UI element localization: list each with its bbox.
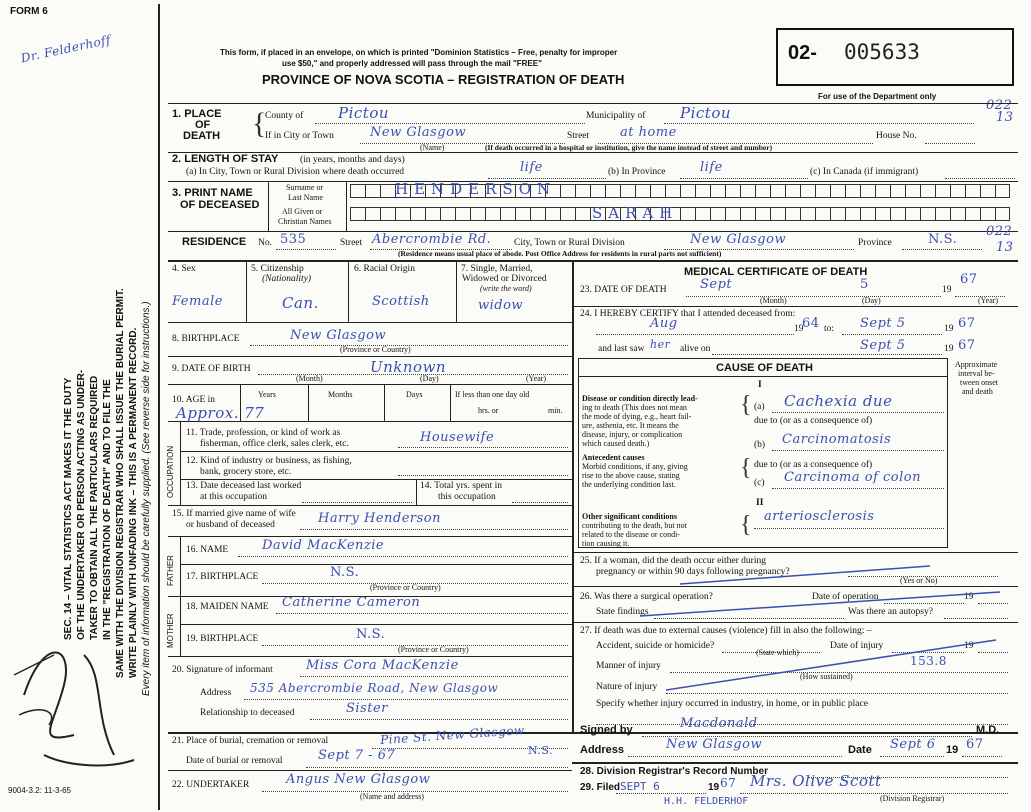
how-sustained-caption: (How sustained) xyxy=(800,672,853,681)
lastsaw-who: her xyxy=(650,338,671,351)
house-label: House No. xyxy=(876,131,917,141)
cause-a-value: Cachexia due xyxy=(784,392,893,410)
residence-no-value: 535 xyxy=(280,232,307,247)
place-label-1: 1. PLACE xyxy=(172,108,222,120)
record-number-label: 28. Division Registrar's Record Number xyxy=(580,766,768,777)
undertaker-label: 22. UNDERTAKER xyxy=(172,780,250,790)
antecedent-label-1: Antecedent causes xyxy=(582,453,645,462)
certify-to-label: to: xyxy=(824,324,835,334)
dept-use-label: For use of the Department only xyxy=(818,92,937,101)
name-label-2: OF DECEASED xyxy=(180,199,260,211)
surgery-strike xyxy=(640,588,1010,622)
citizenship-label: 5. Citizenship xyxy=(251,264,304,274)
dod-year: 67 xyxy=(960,272,978,287)
burial-date-value: Sept 7 - 67 xyxy=(318,748,396,763)
father-birthplace-value: N.S. xyxy=(330,565,360,580)
filed-year: 67 xyxy=(720,776,737,790)
certify-to-year: 67 xyxy=(958,316,976,331)
disease-label-4: ure, asthenia, etc. It means the xyxy=(582,421,679,430)
state-which-caption: (State which) xyxy=(756,648,799,657)
lastsaw-label-2: alive on xyxy=(680,344,711,354)
lastworked-label-1: 13. Date deceased last worked xyxy=(186,481,302,491)
medical-title: MEDICAL CERTIFICATE OF DEATH xyxy=(684,266,868,278)
trade-value: Housewife xyxy=(420,430,495,445)
informant-rel-value: Sister xyxy=(346,701,388,716)
stay-a-label: (a) In City, Town or Rural Division where death occurred xyxy=(186,167,405,177)
nature-label: Nature of injury xyxy=(596,682,658,692)
external-label: 27. If death was due to external causes (violence) fill in also the following: – xyxy=(580,626,872,636)
cause-title: CAUSE OF DEATH xyxy=(716,362,813,374)
registration-number-box xyxy=(776,28,1014,86)
accident-label: Accident, suicide or homicide? xyxy=(596,641,715,651)
cause-section-i: I xyxy=(758,380,762,390)
interval-label-2: interval be- xyxy=(958,369,995,378)
cause-b-label: (b) xyxy=(754,440,766,450)
spouse-value: Harry Henderson xyxy=(318,511,441,526)
cause-section-ii: II xyxy=(756,498,764,508)
disease-label-1: Disease or condition directly lead- xyxy=(582,394,698,403)
cause-b-value: Carcinomatosis xyxy=(782,432,892,447)
municipality-value: Pictou xyxy=(680,104,732,122)
registration-number: 005633 xyxy=(844,40,920,64)
given-name-boxes xyxy=(350,207,1010,221)
sig-date-label: Date xyxy=(848,744,872,756)
industry-label-1: 12. Kind of industry or business, as fishing, xyxy=(186,456,352,466)
street-value: at home xyxy=(620,125,677,140)
certify-from-prefix: 19 xyxy=(794,324,804,334)
name-label-1: 3. PRINT NAME xyxy=(172,187,253,199)
age-years-label: Years xyxy=(258,390,276,399)
birthplace-label: 8. BIRTHPLACE xyxy=(172,334,240,344)
external-strike xyxy=(666,636,1006,694)
lastsaw-year: 67 xyxy=(958,338,976,353)
age-days-label: Days xyxy=(406,390,423,399)
autopsy-label: Was there an autopsy? xyxy=(848,607,933,617)
burial-place-label: 21. Place of burial, cremation or removal xyxy=(172,736,329,746)
dob-day-caption: (Day) xyxy=(420,374,439,383)
other-label-3: related to the disease or condi- xyxy=(582,530,680,539)
pregnancy-caption: (Yes or No) xyxy=(900,576,938,585)
registrar-signature: Mrs. Olive Scott xyxy=(750,772,882,790)
spouse-label-1: 15. If married give name of wife xyxy=(172,509,296,519)
signed-label: Signed by xyxy=(580,724,633,736)
dod-day: 5 xyxy=(860,277,869,292)
dod-month-caption: (Month) xyxy=(760,296,787,305)
informant-sig-label: 20. Signature of informant xyxy=(172,665,273,675)
burial-date-label: Date of burial or removal xyxy=(186,756,283,766)
father-birthplace-caption: (Province or Country) xyxy=(370,583,441,592)
city-label: If in City or Town xyxy=(265,131,334,141)
undertaker-caption: (Name and address) xyxy=(360,792,424,801)
surname-label-2: Last Name xyxy=(288,193,323,202)
dod-year-caption: (Year) xyxy=(978,296,999,305)
age-min-label: min. xyxy=(548,406,563,415)
sig-date-value: Sept 6 xyxy=(890,737,936,752)
registration-prefix: 02- xyxy=(788,42,817,64)
residence-city-label: City, Town or Rural Division xyxy=(514,238,625,248)
antecedent-label-4: the underlying condition last. xyxy=(582,480,676,489)
age-label: 10. AGE in xyxy=(172,395,216,405)
disease-label-5: disease, injury, or complication xyxy=(582,430,683,439)
residence-province-value: N.S. xyxy=(928,232,958,247)
other-label-4: tion causing it. xyxy=(582,539,630,548)
interval-label-3: tween onset xyxy=(960,378,998,387)
death-registration-form: FORM 6 Dr. Felderhoff SEC. 14 – VITAL STATISTICS ACT MAKES IT THE DUTY OF THE UNDERTAKER OR PERSON ACTING AS UNDER- TAKER TO OBTAIN ALL THE PARTICULARS REQUIRED IN THE "REGISTRATION OF DEATH" AND TO FILE THE SAME WITH THE DIVISION REGISTRAR WHO SHALL ISSUE THE BURIAL PERMIT. WRITE PLAINLY WITH UNFADING INK – THIS IS A PERMANENT RECORD. Every item of information should be carefully supplied. (See reverse side for instructions.) 9004-3.2: 11-3-65 This form, if placed in an envelope, on which is printed "Dominion Statistics – Free, penalty for improper use $50," and properly addressed will pass through the mail "FREE" PROVINCE OF NOVA SCOTIA – REGISTRATION OF DEATH 02- 005633 For use of the Department only 022 13 1. PLACE OF DEATH { County of Pictou Municipality of Pictou If in City or Town New Glasgow (Name) Street at home House No. (If death occurred in a hospital or institution, give the name instead of street and number) 2. LENGTH OF STAY (in years, months and days) (a) In City, Town or Rural Division where death occurred life (b) In Province life (c) In Canada (if immigrant) 3. PRINT NAME OF DECEASED Surname or Last Name All Given or Christian Names HENDERSON SARAH RESIDENCE No. 535 Street Abercrombie Rd. City, Town or Rural Division New Glasgow Province N.S. 022 13 (Residence means usual place of abode. Post Office Address for residents in rural parts not sufficient) 4. Sex Female 5. Citizenship (Nationality) Can. 6. Racial Origin Scottish 7. Single, Married, Widowed or Divorced (write the word) widow 8. BIRTHPLACE New Glasgow (Province or Country) 9. DATE OF BIRTH Unknown (Month) (Day) (Year) 10. AGE in Years Months Days Approx. 77 If less than one day old hrs. or min. OCCUPATION 11. Trade, profession, or kind of work as fisherman, office clerk, sales clerk, etc. Housewife 12. Kind of industry or business, as fishing, bank, grocery store, etc. 13. Date deceased last worked at this occupation 14. Total yrs. spent in this occupation 15. If married give name of wife or husband of deceased Harry Henderson FATHER 16. NAME David MacKenzie 17. BIRTHPLACE N.S. (Province or Country) MOTHER 18. MAIDEN NAME Catherine Cameron 19. BIRTHPLACE N.S. (Province or Country) 20. Signature of informant Miss Cora MacKenzie Address 535 Abercrombie Road, New Glasgow Relationship to deceased Sister 21. Place of burial, cremation or removal Pine St. New Glasgow N.S. Date of burial or removal Sept 7 - 67 22. UNDERTAKER Angus New Glasgow (Name and address) MEDICAL CERTIFICATE OF DEATH 23. DATE OF DEATH Sept 5 19 67 (Month) (Day) (Year) 24. I HEREBY CERTIFY that I attended deceased from: Aug 19 64 to: Sept 5 19 67 and last saw her alive on Sept 5 19 67 CAUSE OF DEATH Approximate interval be- tween onset and death I Disease or condition directly lead- ing to death (This does not mean the mode of dying, e.g., heart fail- ure, asthenia, etc. It means the disease, injury, or complication which caused death.) { (a) Cachexia due due to (or as a consequence of) (b) Carcinomatosis Antecedent causes Morbid conditions, if any, giving rise to the above cause, stating the underlying condition last. { due to (or as a consequence of) (c) Carcinoma of colon II Other significant conditions contributing to the death, but not related to the disease or condi- tion causing it. { arteriosclerosis 25. If a woman, did the death occur either during pregnancy or within 90 days following pregnancy? (Yes or No) 26. Was there a surgical operation? Date of operation 19 State findings Was there an autopsy? 27. If death was due to external causes (violence) fill in also the following: – Accident, suicide or homicide? (State which) Date of injury 19 Manner of injury 153.8 (How sustained) Nature of injury Specify whether injury occurred in industry, in home, or in public place Signed by Macdonald M.D. Address New Glasgow Date Sept 6 19 67 28. Division Registrar's Record Number 29. Filed SEPT 6 19 67 Mrs. Olive Scott (Division Registrar) H.H. FELDERHOF xyxy=(0,0,1031,812)
lastsaw-value: Sept 5 xyxy=(860,338,906,353)
form-number: FORM 6 xyxy=(10,6,48,17)
manner-code: 153.8 xyxy=(910,654,947,668)
stay-b-label: (b) In Province xyxy=(608,167,666,177)
city-value: New Glasgow xyxy=(370,125,467,140)
dept-code-2: 13 xyxy=(996,110,1014,125)
mother-birthplace-value: N.S. xyxy=(356,627,386,642)
residence-city-value: New Glasgow xyxy=(690,232,787,247)
cause-a-label: (a) xyxy=(754,402,765,412)
residence-code-1: 022 xyxy=(986,224,1013,239)
city-name-caption: (Name) xyxy=(420,143,445,152)
residence-code-2: 13 xyxy=(996,240,1014,255)
manner-label: Manner of injury xyxy=(596,661,661,671)
filed-label: 29. Filed xyxy=(580,782,621,793)
residence-no-label: No. xyxy=(258,238,272,248)
informant-rel-label: Relationship to deceased xyxy=(200,708,295,718)
sig-address-label: Address xyxy=(580,744,625,756)
given-label-2: Christian Names xyxy=(278,217,332,226)
other-label-1: Other significant conditions xyxy=(582,512,677,521)
racial-value: Scottish xyxy=(372,294,430,309)
signed-value: Macdonald xyxy=(680,716,758,731)
injury-date-label: Date of injury xyxy=(830,641,884,651)
antecedent-label-3: rise to the above cause, stating xyxy=(582,471,680,480)
father-name-label: 16. NAME xyxy=(186,545,229,555)
interval-label-4: and death xyxy=(962,387,993,396)
cause-due-to-2: due to (or as a consequence of) xyxy=(754,460,873,470)
dob-month-caption: (Month) xyxy=(296,374,323,383)
mother-side-label: MOTHER xyxy=(166,613,175,648)
side-instruction-6: WRITE PLAINLY WITH UNFADING INK – THIS IS A PERMANENT RECORD. xyxy=(128,327,139,678)
specify-label: Specify whether injury occurred in industry, in home, or in public place xyxy=(596,699,868,709)
certify-from-year: 64 xyxy=(802,316,820,331)
father-birthplace-label: 17. BIRTHPLACE xyxy=(186,572,259,582)
margin-signature-text xyxy=(10,690,20,691)
antecedent-label-2: Morbid conditions, if any, giving xyxy=(582,462,688,471)
age-hrs-label: hrs. or xyxy=(478,406,499,415)
interval-label-1: Approximate xyxy=(955,360,998,369)
residence-label: RESIDENCE xyxy=(182,236,247,248)
certify-to-value: Sept 5 xyxy=(860,316,906,331)
informant-sig-value: Miss Cora MacKenzie xyxy=(306,658,459,673)
sig-year-value: 67 xyxy=(966,737,984,752)
mother-birthplace-label: 19. BIRTHPLACE xyxy=(186,634,259,644)
spouse-label-2: or husband of deceased xyxy=(186,520,275,530)
surgery-date-label: Date of operation xyxy=(812,592,879,602)
birthplace-value: New Glasgow xyxy=(290,328,387,343)
margin-signature-scribble xyxy=(4,615,154,780)
disease-label-2: ing to death (This does not mean xyxy=(582,403,687,412)
father-side-label: FATHER xyxy=(166,555,175,586)
cause-due-to-1: due to (or as a consequence of) xyxy=(754,416,873,426)
stay-c-label: (c) In Canada (if immigrant) xyxy=(810,167,919,177)
county-label: County of xyxy=(265,111,304,121)
margin-note: Dr. Felderhoff xyxy=(19,32,113,66)
dept-code-1: 022 xyxy=(986,98,1013,113)
trade-label-1: 11. Trade, profession, or kind of work as xyxy=(186,428,341,438)
side-instruction-3: TAKER TO OBTAIN ALL THE PARTICULARS REQUIRED xyxy=(89,375,100,640)
citizenship-sub: (Nationality) xyxy=(262,274,312,284)
sig-year-prefix: 19 xyxy=(946,744,959,756)
lastworked-label-2: at this occupation xyxy=(200,492,268,502)
trade-label-2: fisherman, office clerk, sales clerk, etc. xyxy=(200,439,349,449)
mother-maiden-label: 18. MAIDEN NAME xyxy=(186,602,269,612)
totalyrs-label-2: this occupation xyxy=(438,492,496,502)
mother-maiden-value: Catherine Cameron xyxy=(282,595,421,610)
dob-year-caption: (Year) xyxy=(526,374,547,383)
side-instruction-2: OF THE UNDERTAKER OR PERSON ACTING AS UNDER- xyxy=(76,369,87,640)
burial-place-value-2: N.S. xyxy=(528,744,554,757)
envelope-note-2: use $50," and properly addressed will pass through the mail "FREE" xyxy=(282,59,542,68)
surname-label-1: Surname or xyxy=(286,183,324,192)
place-label-3: DEATH xyxy=(183,130,221,142)
surname-value: HENDERSON xyxy=(395,180,557,198)
place-label-2: OF xyxy=(195,119,211,131)
residence-note: (Residence means usual place of abode. Post Office Address for residents in rural parts not sufficient) xyxy=(398,249,722,258)
mother-birthplace-caption: (Province or Country) xyxy=(398,645,469,654)
registrar-caption: (Division Registrar) xyxy=(880,794,945,803)
disease-label-6: which caused death.) xyxy=(582,439,650,448)
disease-label-3: the mode of dying, e.g., heart fail- xyxy=(582,412,692,421)
dob-label: 9. DATE OF BIRTH xyxy=(172,364,251,374)
residence-street-label: Street xyxy=(340,238,363,248)
dob-value: Unknown xyxy=(370,358,447,376)
marital-label-3: (write the word) xyxy=(480,284,532,293)
marital-value: widow xyxy=(478,298,524,313)
stay-b-value: life xyxy=(700,160,723,175)
certify-label: 24. I HEREBY CERTIFY that I attended deceased from: xyxy=(580,309,796,319)
side-instruction-7: Every item of information should be carefully supplied. (See reverse side for instructions.) xyxy=(141,301,152,696)
cause-c-label: (c) xyxy=(754,478,765,488)
sex-value: Female xyxy=(172,294,223,309)
lastsaw-label-1: and last saw xyxy=(598,344,645,354)
other-label-2: contributing to the death, but not xyxy=(582,521,687,530)
father-name-value: David MacKenzie xyxy=(262,538,385,553)
surgery-label: 26. Was there a surgical operation? xyxy=(580,592,713,602)
felderhof-stamp: H.H. FELDERHOF xyxy=(664,796,749,807)
md-label: M.D. xyxy=(976,724,1000,736)
residence-street-value: Abercrombie Rd. xyxy=(372,232,492,247)
age-months-label: Months xyxy=(328,390,353,399)
occupation-side-label: OCCUPATION xyxy=(166,445,175,498)
certify-to-prefix: 19 xyxy=(944,324,954,334)
informant-address-label: Address xyxy=(200,688,232,698)
marital-label-2: Widowed or Divorced xyxy=(462,274,547,284)
lastsaw-prefix: 19 xyxy=(944,344,954,354)
pregnancy-label-2: pregnancy or within 90 days following pregnancy? xyxy=(596,567,790,577)
marital-label-1: 7. Single, Married, xyxy=(461,264,533,274)
given-name-value: SARAH xyxy=(592,204,679,222)
informant-address-value: 535 Abercrombie Road, New Glasgow xyxy=(250,681,499,695)
municipality-label: Municipality of xyxy=(586,111,646,121)
street-label: Street xyxy=(567,131,590,141)
form-title: PROVINCE OF NOVA SCOTIA – REGISTRATION OF DEATH xyxy=(262,72,625,87)
side-instruction-1: SEC. 14 – VITAL STATISTICS ACT MAKES IT THE DUTY xyxy=(63,377,74,640)
form-code: 9004-3.2: 11-3-65 xyxy=(8,786,72,795)
envelope-note-1: This form, if placed in an envelope, on which is printed "Dominion Statistics – Free, penalty for improper xyxy=(220,48,618,57)
pregnancy-label-1: 25. If a woman, did the death occur either during xyxy=(580,556,766,566)
racial-label: 6. Racial Origin xyxy=(354,264,415,274)
age-less-day-label: If less than one day old xyxy=(455,390,530,399)
age-value: Approx. 77 xyxy=(176,404,265,422)
cause-c-value: Carcinoma of colon xyxy=(784,470,921,485)
stay-label: 2. LENGTH OF STAY xyxy=(172,153,279,165)
side-instruction-4: IN THE "REGISTRATION OF DEATH" AND TO FILE THE xyxy=(102,379,113,640)
dod-day-caption: (Day) xyxy=(862,296,881,305)
surgery-findings-label: State findings xyxy=(596,607,649,617)
dod-month: Sept xyxy=(700,277,733,292)
filed-value: SEPT 6 xyxy=(620,780,660,793)
residence-province-label: Province xyxy=(858,238,892,248)
stay-sub: (in years, months and days) xyxy=(300,155,405,165)
dod-label: 23. DATE OF DEATH xyxy=(580,285,667,295)
injury-year-prefix: 19 xyxy=(964,641,974,651)
sig-address-value: New Glasgow xyxy=(666,737,763,752)
birthplace-caption: (Province or Country) xyxy=(340,345,411,354)
other-value: arteriosclerosis xyxy=(764,509,875,524)
industry-label-2: bank, grocery store, etc. xyxy=(200,467,292,477)
dod-year-prefix: 19 xyxy=(942,285,952,295)
stay-a-value: life xyxy=(520,160,543,175)
given-label-1: All Given or xyxy=(282,207,323,216)
sex-label: 4. Sex xyxy=(172,264,196,274)
citizenship-value: Can. xyxy=(282,294,319,312)
undertaker-value: Angus New Glasgow xyxy=(286,772,431,787)
burial-place-value: Pine St. New Glasgow xyxy=(379,722,526,748)
county-value: Pictou xyxy=(338,104,390,122)
certify-from-value: Aug xyxy=(650,316,678,331)
hospital-note: (If death occurred in a hospital or institution, give the name instead of street and number) xyxy=(485,143,773,152)
surgery-year-prefix: 19 xyxy=(964,592,974,602)
side-instruction-5: SAME WITH THE DIVISION REGISTRAR WHO SHALL ISSUE THE BURIAL PERMIT. xyxy=(115,288,126,678)
filed-year-prefix: 19 xyxy=(708,782,720,793)
totalyrs-label-1: 14. Total yrs. spent in xyxy=(420,481,503,491)
